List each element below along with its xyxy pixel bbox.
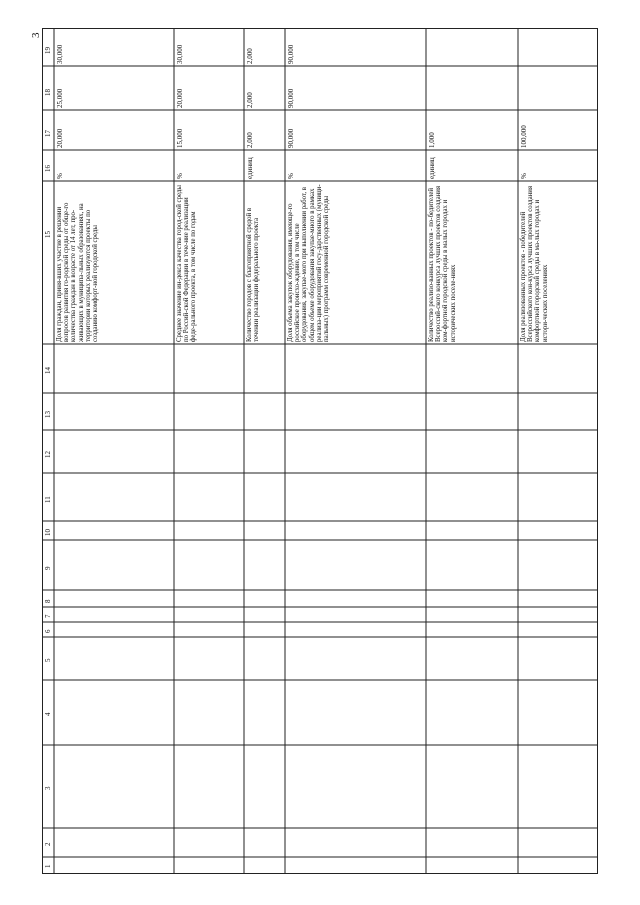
row3-col18: 2,000 [246, 92, 254, 108]
row3-col15: Количество городов с благоприятной средой в течении реализации федерального проекта [246, 207, 261, 342]
col-header-3: 3 [44, 786, 52, 790]
row1-col18: 25,000 [56, 88, 64, 108]
row5-col16: единиц [428, 157, 436, 179]
col-header-9: 9 [44, 566, 52, 570]
row1-col17: 20,000 [56, 128, 64, 148]
row2-col16: % [176, 173, 184, 179]
row3-col17: 2,000 [246, 132, 254, 148]
row1-col16: % [56, 173, 64, 179]
col-header-19: 19 [44, 47, 52, 54]
row4-col19: 90,000 [287, 44, 295, 64]
col-header-15: 15 [44, 231, 52, 238]
row1-col15: Доля граждан, приня-вших участие в решении вопросов развития го-родской среды от обще-го количества граждан в возрасте от 14 лет, про-живающих в муниципа-льных образованиях, на территории которых реализуются проекты по созданию комфорт-ной городской среды [56, 202, 100, 342]
col-header-14: 14 [44, 367, 52, 374]
col-header-6: 6 [44, 629, 52, 633]
row5-col17: 1,000 [428, 132, 436, 148]
table-grid [42, 28, 598, 874]
col-header-1: 1 [44, 864, 52, 868]
col-header-12: 12 [44, 451, 52, 458]
row1-col19: 30,000 [56, 44, 64, 64]
row6-col15: Доля реализованных проектов - победителей Всероссийского кон-курса лучших проектов создания комфортной городской среды в ма-лых городах и истори-ческих поселениях [520, 185, 549, 342]
col-header-11: 11 [44, 496, 52, 503]
col-header-2: 2 [44, 842, 52, 846]
row5-col15: Количество реализо-ванных проектов - по-бедителей Всероссий-ского конкурса лучших проектов создания ком-фортной городской среды в малых городах и исторических поселе-ниях [428, 185, 457, 342]
col-header-18: 18 [44, 89, 52, 96]
row6-col16: % [520, 173, 528, 179]
col-header-17: 17 [44, 130, 52, 137]
col-header-7: 7 [44, 614, 52, 618]
col-header-13: 13 [44, 411, 52, 418]
row2-col17: 15,000 [176, 128, 184, 148]
row2-col15: Среднее значение ин-декса качества город-ской среды по Россий-ской Федерации в тече-ние реализации феде-рального проекта, в том числе по годам [176, 185, 198, 342]
row2-col18: 20,000 [176, 88, 184, 108]
col-header-8: 8 [44, 599, 52, 603]
col-header-4: 4 [44, 712, 52, 716]
page-number: 3 [30, 32, 42, 38]
col-header-16: 16 [44, 165, 52, 172]
row4-col18: 90,000 [287, 88, 295, 108]
row2-col19: 30,000 [176, 44, 184, 64]
col-header-10: 10 [44, 529, 52, 536]
row4-col15: Доля объема закупок оборудования, имеюще-го российское происхо-ждение, в том числе оборудования, закупае-мого при выполнении работ, в общем объеме оборудования закупае-много в рамках реализа-ции мероприятий госу-дарственных (муници-пальных) программ современной городской среды [287, 184, 331, 342]
row6-col17: 100,000 [520, 125, 528, 148]
col-header-5: 5 [44, 658, 52, 662]
row4-col17: 90,000 [287, 128, 295, 148]
row3-col19: 2,000 [246, 48, 254, 64]
row3-col16: единиц [246, 157, 254, 179]
row4-col16: % [287, 173, 295, 179]
rotated-table [42, 28, 598, 874]
